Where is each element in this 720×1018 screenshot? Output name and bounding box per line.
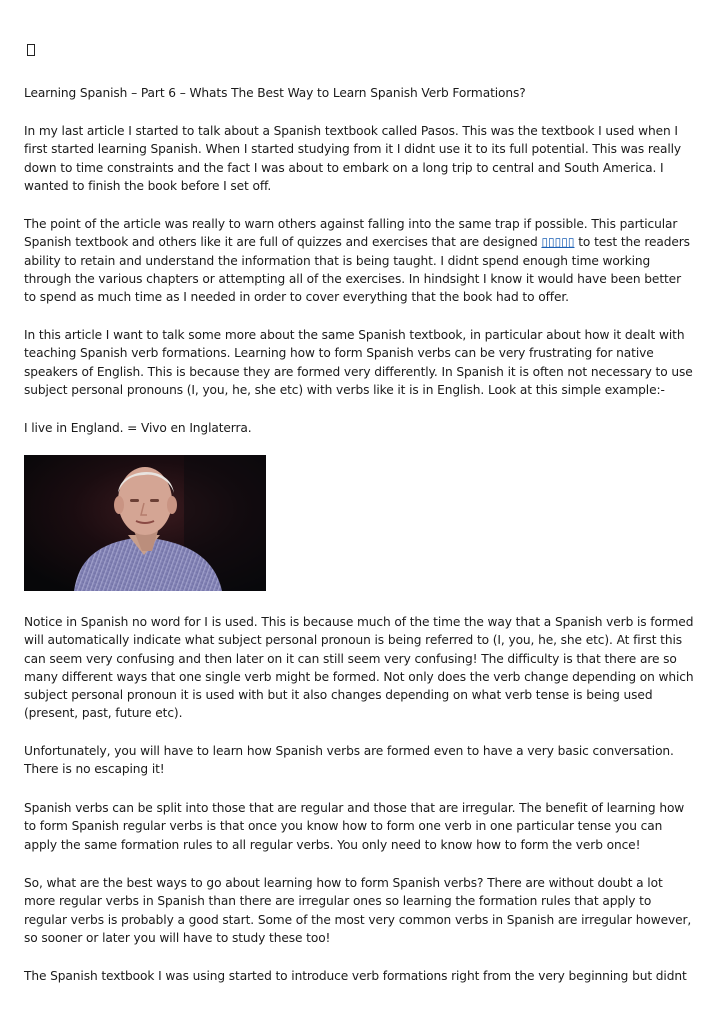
missing-glyph-icon [27, 44, 35, 56]
paragraph: In this article I want to talk some more about the same Spanish textbook, in particular about how it dealt with teaching Spanish verb formations. Learning how to form Spanish verbs can be very frustrating for native speakers of English. This is because they are formed very differently. In Spanish it is often not necessary to use subject personal pronouns (I, you, he, she etc) with verbs like it is in English. Look at this simple example:- [24, 328, 693, 397]
paragraph: In my last article I started to talk about a Spanish textbook called Pasos. This was the textbook I used when I first started learning Spanish. When I started studying from it I didnt use it to its full potential. This was really down to time constraints and the fact I was about to embark on a long trip to central and South America. I wanted to finish the book before I set off. [24, 124, 682, 193]
speaker-photo [24, 455, 266, 591]
speaker-image [24, 455, 266, 591]
paragraph: Notice in Spanish no word for I is used. This is because much of the time the way that a Spanish verb is formed will automatically indicate what subject personal pronoun is being referred to (I, you, he, she etc). At first this can seem very confusing and then later on it can still seem very confusing! The difficulty is that there are so many different ways that one single verb might be formed. Not only does the verb change depending on which subject personal pronoun it is used with but it also changes depending on what verb tense is being used (present, past, future etc). [24, 615, 694, 721]
paragraph: So, what are the best ways to go about learning how to form Spanish verbs? There are without doubt a lot more regular verbs in Spanish than there are irregular ones so learning the formation rules that apply to regular verbs is probably a good start. Some of the most very common verbs in Spanish are irregular however, so sooner or later you will have to study these too! [24, 876, 692, 945]
paragraph-text: to test the readers ability to retain and understand the information that is being taught. I didnt spend enough time working through the various chapters or attempting all of the exercises. In hindsight I know it would have been better to spend as much time as I needed in order to cover everything that the book had to offer. [24, 235, 690, 305]
paragraph: Unfortunately, you will have to learn how Spanish verbs are formed even to have a very basic conversation. There is no escaping it! [24, 744, 674, 777]
paragraph: The Spanish textbook I was using started to introduce verb formations right from the very beginning but didnt [24, 969, 687, 983]
article-title: Learning Spanish – Part 6 – Whats The Best Way to Learn Spanish Verb Formations? [24, 86, 526, 100]
paragraph: Spanish verbs can be split into those that are regular and those that are irregular. The benefit of learning how to form Spanish regular verbs is that once you know how to form one verb in one particular tense you can apply the same formation rules to all regular verbs. You only need to know how to form the verb once! [24, 801, 685, 852]
paragraph-text: The point of the article was really to warn others against falling into the same trap if possible. This particular Spanish textbook and others like it are full of quizzes and exercises that are designed [24, 217, 678, 250]
paragraph [24, 215, 696, 306]
inline-link[interactable]: ▯▯▯▯▯ [541, 235, 575, 250]
example-sentence: I live in England. = Vivo en Inglaterra. [24, 421, 252, 435]
